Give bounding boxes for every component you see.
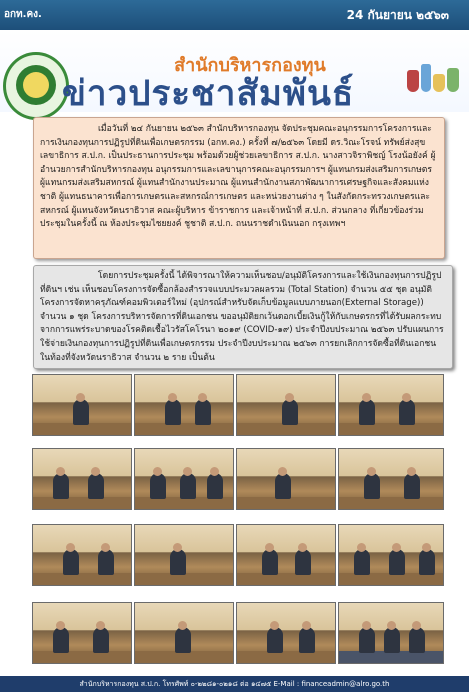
meeting-photo	[134, 374, 234, 436]
meeting-photo	[338, 524, 444, 586]
meeting-photo	[236, 602, 336, 664]
news-paragraph-1: เมื่อวันที่ ๒๔ กันยายน ๒๕๖๓ สำนักบริหารกองทุน จัดประชุมคณะอนุกรรมการโครงการและการเงินกองทุนการปฏิรูปที่ดินเพื่อเกษตรกรรม (อกท.คง.) ครั้งที่ ๗/๒๕๖๓ โดยมี ดร.วิณะโรจน์ ทรัพย์ส่งสุข เลขาธิการ ส.ป.ก. เป็นประธานการประชุม พร้อมด้วยผู้ช่วยเลขาธิการ ส.ป.ก. นางสาวจิราพิชญ์ โรงน้อยังค์ ผู้อำนวยการสำนักบริหารกองทุน อนุกรรมการและเลขานุการคณะอนุกรรมการฯ ผู้แทนกรมส่งเสริมการเกษตร ผู้แทนกรมส่งเสริมสหกรณ์ ผู้แทนสำนักงานประมาณ ผู้แทนสำนักงานสภาพัฒนาการเศรษฐกิจและสังคมแห่งชาติ ผู้แทนธนาคารเพื่อการเกษตรและสหกรณ์การเกษตร และหน่วยงานต่าง ๆ ในสังกัดกระทรวงเกษตรและสหกรณ์ ผู้แทนจังหวัดนราธิวาส คณะผู้บริหาร ข้าราชการ และเจ้าหน้าที่ ส.ป.ก. ส่วนกลาง ที่เกี่ยวข้องร่วมประชุมในครั้งนี้ ณ ห้องประชุมไชยยงค์ ชูชาติ ส.ป.ก. ถนนราชดำเนินนอก กรุงเทพฯ	[33, 117, 445, 259]
photo-grid	[32, 374, 444, 674]
footer-contact: สำนักบริหารกองทุน ส.ป.ก. โทรศัพท์ ๐-๒๒๘๑-๐๒๑๘ ต่อ ๑๔๗๕ E-Mail : financeadmin@alro.go.th	[0, 676, 469, 692]
page-title: ข่าวประชาสัมพันธ์	[62, 74, 355, 114]
agency-logo	[3, 52, 69, 120]
meeting-photo	[134, 524, 234, 586]
meeting-photo	[236, 524, 336, 586]
meeting-photo	[32, 448, 132, 510]
meeting-photo	[32, 602, 132, 664]
org-name: สำนักบริหารกองทุน	[174, 55, 326, 76]
meeting-photo	[338, 448, 444, 510]
meeting-photo	[338, 602, 444, 664]
meeting-photo	[236, 448, 336, 510]
meeting-photo	[32, 374, 132, 436]
meeting-photo	[338, 374, 444, 436]
meeting-photo	[134, 448, 234, 510]
agency-short-label: อกท.คง.	[4, 9, 42, 20]
meeting-photo	[32, 524, 132, 586]
header-bar	[0, 0, 469, 33]
meeting-photo	[134, 602, 234, 664]
news-paragraph-2: โดยการประชุมครั้งนี้ ได้พิจารณาให้ความเห็นชอบ/อนุมัติโครงการและใช้เงินกองทุนการปฏิรูปที่ดินฯ เช่น เห็นชอบโครงการจัดซื้อกล้องสำรวจแบบประมวลผลรวม (Total Station) จำนวน ๕๕ ชุด อนุมัติโครงการจัดหาครุภัณฑ์คอมพิวเตอร์ใหม่ (อุปกรณ์สำหรับจัดเก็บข้อมูลแบบภายนอก(External Storage)) จำนวน ๑ ชุด โครงการบริหารจัดการที่ดินเอกชน ขออนุมัติยกเว้นดอกเบี้ยเงินกู้ให้กับเกษตรกรที่ได้รับผลกระทบจากการแพร่ระบาดของโรคติดเชื้อไวรัสโคโรนา ๒๐๑๙ (COVID-๑๙) ประจำปีงบประมาณ ๒๕๖๓ ปรับแผนการใช้จ่ายเงินกองทุนการปฏิรูปที่ดินเพื่อเกษตรกรรม ประจำปีงบประมาณ ๒๕๖๓ การยกเลิกการจัดซื้อที่ดินเอกชนในท้องที่จังหวัดนราธิวาส จำนวน ๒ ราย เป็นต้น	[33, 265, 453, 369]
meeting-photo	[236, 374, 336, 436]
date-label: 24 กันยายน ๒๕๖๓	[346, 8, 449, 22]
